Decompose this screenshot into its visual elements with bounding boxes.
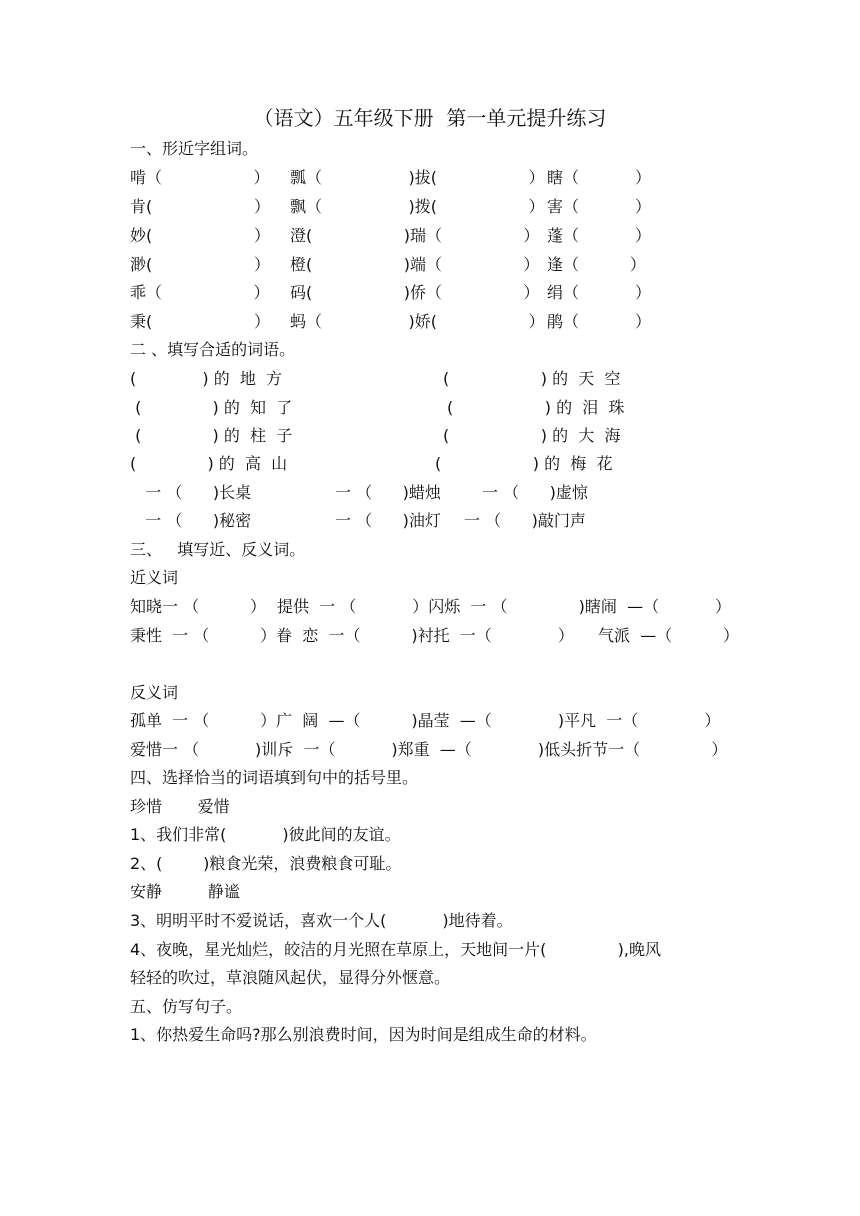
s4-question-2: 2、( )粮食光荣，浪费粮食可耻。 — [130, 854, 402, 873]
s5-question-1: 1、你热爱生命吗?那么别浪费时间，因为时间是组成生命的材料。 — [130, 1025, 597, 1044]
s4-question-4-line-2: 轻轻的吹过，草浪随风起伏，显得分外惬意。 — [130, 968, 451, 987]
s1-row-1-col-2: 瓢（ )拔( ） — [290, 168, 545, 187]
s2-row-2-left: ( ) 的 知 了 — [130, 398, 293, 417]
s1-row-6-col-3: 鹃（ ） — [547, 312, 651, 331]
s1-row-2-col-2: 飘（ )拨( ） — [290, 197, 545, 216]
s4-question-3: 3、明明平时不爱说话，喜欢一个人( )地待着。 — [130, 911, 513, 930]
s2-row-3-right: ( ) 的 大 海 — [443, 426, 621, 445]
s1-row-6-col-1: 秉( ） — [130, 312, 270, 331]
s4-word-choices-2: 安静 静谧 — [130, 882, 240, 901]
s2-row-6-col-3: 一 （ )敲门声 — [464, 511, 586, 530]
section-5-heading: 五、仿写句子。 — [130, 997, 243, 1016]
s1-row-2-col-1: 肯( ） — [130, 197, 270, 216]
s2-row-5-col-3: 一 （ )虚惊 — [482, 483, 588, 502]
s2-row-5-col-2: 一 （ )蜡烛 — [335, 483, 441, 502]
s1-row-5-col-3: 绢（ ） — [547, 283, 651, 302]
syn-row-2-part-2: 气派 —（ ） — [598, 626, 740, 645]
section-4-heading: 四、选择恰当的词语填到句中的括号里。 — [130, 768, 419, 787]
syn-row-1-part-2: 提供 一 （ ）闪烁 一 （ )瞎闹 —（ ） — [277, 597, 732, 616]
s2-row-6-col-1: 一 （ )秘密 — [130, 511, 252, 530]
s1-row-6-col-2: 蚂（ )娇( ） — [290, 312, 545, 331]
s1-row-4-col-2: 橙( )端（ ） — [290, 255, 540, 274]
s1-row-3-col-3: 蓬（ ） — [547, 226, 651, 245]
section-2-heading: 二 、填写合适的词语。 — [130, 340, 296, 359]
section-1-heading: 一、形近字组词。 — [130, 139, 259, 158]
synonyms-label: 近义词 — [130, 568, 179, 587]
s2-row-1-right: ( ) 的 天 空 — [443, 369, 621, 388]
s4-word-choices-1: 珍惜 爱惜 — [130, 797, 230, 816]
s1-row-4-col-3: 逢（ ） — [547, 255, 646, 274]
s1-row-1-col-3: 瞎（ ） — [547, 168, 651, 187]
s1-row-5-col-2: 码( )侨（ ） — [290, 283, 540, 302]
section-3-heading: 三、 填写近、反义词。 — [130, 540, 306, 559]
s1-row-2-col-3: 害（ ） — [547, 197, 651, 216]
ant-row-2: 爱惜一 （ )训斥 一（ )郑重 —（ )低头折节一（ ） — [130, 740, 728, 759]
s2-row-2-right: ( ) 的 泪 珠 — [447, 398, 625, 417]
page-title: （语文）五年级下册 第一单元提升练习 — [253, 106, 607, 130]
s1-row-4-col-1: 渺( ） — [130, 255, 270, 274]
s2-row-5-col-1: 一 （ )长桌 — [130, 483, 252, 502]
s1-row-5-col-1: 乖（ ） — [130, 283, 270, 302]
s2-row-6-col-2: 一 （ )油灯 — [335, 511, 441, 530]
s2-row-4-right: ( ) 的 梅 花 — [435, 454, 613, 473]
s1-row-3-col-2: 澄( )瑞（ ） — [290, 226, 540, 245]
s2-row-4-left: ( ) 的 高 山 — [130, 454, 288, 473]
s4-question-4-line-1: 4、夜晚，星光灿烂，皎洁的月光照在草原上，天地间一片( ),晚风 — [130, 940, 661, 959]
s1-row-1-col-1: 啃（ ） — [130, 168, 270, 187]
ant-row-1: 孤单 一 （ ）广 阔 —（ )晶莹 —（ )平凡 一（ ） — [130, 711, 721, 730]
antonyms-label: 反义词 — [130, 683, 179, 702]
s1-row-3-col-1: 妙( ） — [130, 226, 270, 245]
s4-question-1: 1、我们非常( )彼此间的友谊。 — [130, 825, 401, 844]
syn-row-2-part-1: 秉性 一 （ ）眷 恋 一（ )衬托 一（ ） — [130, 626, 574, 645]
s2-row-1-left: ( ) 的 地 方 — [130, 369, 283, 388]
syn-row-1-part-1: 知晓一 （ ） — [130, 597, 266, 616]
s2-row-3-left: ( ) 的 柱 子 — [130, 426, 293, 445]
